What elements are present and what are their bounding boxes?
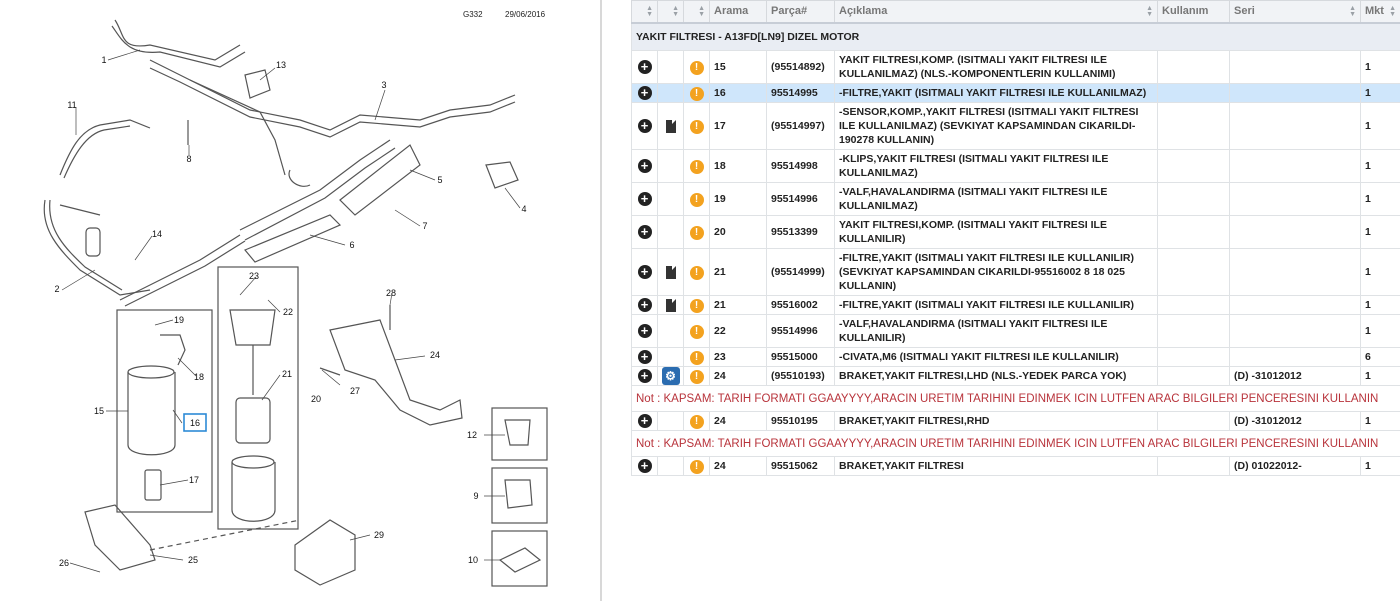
cell-no: 15 — [710, 51, 767, 84]
expand-plus-icon[interactable]: + — [638, 119, 652, 133]
cell-use — [1158, 348, 1230, 367]
expand-plus-icon[interactable]: + — [638, 414, 652, 428]
expand-cell[interactable] — [632, 457, 658, 476]
cell-desc: -FILTRE,YAKIT (ISITMALI YAKIT FILTRESI ILE KULLANILMAZ) — [835, 84, 1158, 103]
cell-qty: 1 — [1361, 412, 1400, 431]
col-header-doc[interactable]: ▲ ▼ — [658, 1, 684, 23]
cell-desc: YAKIT FILTRESI,KOMP. (ISITMALI YAKIT FILTRESI ILE KULLANILMAZ) (NLS.-KOMPONENTLERIN KULLANIMI) — [835, 51, 1158, 84]
expand-plus-icon[interactable]: + — [638, 459, 652, 473]
callout-13[interactable]: 13 — [275, 60, 287, 70]
cell-no: 16 — [710, 84, 767, 103]
cell-no: 24 — [710, 367, 767, 386]
col-header-seri[interactable]: Seri ▲ ▼ — [1230, 1, 1361, 23]
cell-desc: -FILTRE,YAKIT (ISITMALI YAKIT FILTRESI ILE KULLANILIR) — [835, 296, 1158, 315]
cell-seri: (D) -31012012 — [1230, 367, 1361, 386]
expand-cell[interactable] — [632, 412, 658, 431]
cell-no: 24 — [710, 457, 767, 476]
callout-28[interactable]: 28 — [385, 288, 397, 298]
cell-seri — [1230, 51, 1361, 84]
doc-cell[interactable] — [658, 150, 684, 183]
callout-9[interactable]: 9 — [473, 491, 479, 501]
cell-qty: 1 — [1361, 315, 1400, 348]
doc-cell[interactable] — [658, 216, 684, 249]
col-header-parca[interactable] — [767, 1, 835, 23]
table-row[interactable] — [632, 216, 1400, 249]
cell-part: 95514995 — [767, 84, 835, 103]
cell-desc: -VALF,HAVALANDIRMA (ISITMALI YAKIT FILTRESI ILE KULLANILIR) — [835, 315, 1158, 348]
cell-qty: 1 — [1361, 296, 1400, 315]
cell-no: 23 — [710, 348, 767, 367]
parts-table — [631, 0, 1400, 476]
doc-cell[interactable] — [658, 103, 684, 150]
info-warning-icon[interactable]: ! — [690, 460, 704, 474]
cell-use — [1158, 457, 1230, 476]
doc-cell[interactable] — [658, 84, 684, 103]
doc-cell[interactable] — [658, 315, 684, 348]
info-warning-icon[interactable]: ! — [690, 87, 704, 101]
note-row — [632, 386, 1400, 412]
document-icon[interactable] — [666, 120, 676, 133]
table-row[interactable] — [632, 51, 1400, 84]
doc-cell[interactable] — [658, 296, 684, 315]
callout-5[interactable]: 5 — [437, 175, 443, 185]
expand-plus-icon[interactable]: + — [638, 159, 652, 173]
cell-part: (95514892) — [767, 51, 835, 84]
callout-11[interactable]: 11 — [67, 100, 77, 110]
expand-plus-icon[interactable]: + — [638, 60, 652, 74]
config-icon[interactable]: ⚙ — [662, 367, 680, 385]
cell-use — [1158, 51, 1230, 84]
note-text: Not : KAPSAM: TARIH FORMATI GGAAYYYY,ARACIN URETIM TARIHINI EDINMEK ICIN LUTFEN ARAC BILGILERI PENCERESINI KULLANIN — [632, 386, 1400, 412]
expand-cell[interactable] — [632, 84, 658, 103]
info-warning-icon[interactable]: ! — [690, 61, 704, 75]
cell-part: 95515062 — [767, 457, 835, 476]
doc-cell[interactable] — [658, 51, 684, 84]
info-cell[interactable] — [684, 249, 710, 296]
cell-seri — [1230, 249, 1361, 296]
diagram-code: G332 — [463, 10, 483, 19]
callout-16[interactable]: 16 — [189, 418, 201, 428]
cell-use — [1158, 412, 1230, 431]
cell-qty: 1 — [1361, 183, 1400, 216]
cell-seri — [1230, 103, 1361, 150]
cell-no: 19 — [710, 183, 767, 216]
expand-cell[interactable] — [632, 183, 658, 216]
expand-cell[interactable] — [632, 216, 658, 249]
note-row — [632, 431, 1400, 457]
cell-use — [1158, 249, 1230, 296]
cell-desc: -FILTRE,YAKIT (ISITMALI YAKIT FILTRESI ILE KULLANILIR) (SEVKIYAT KAPSAMINDAN CIKARILDI-95516002 8 18 025 KULLANIN) — [835, 249, 1158, 296]
col-header-kullanim-label: Kullanım — [1162, 5, 1209, 18]
cell-use — [1158, 150, 1230, 183]
table-row[interactable] — [632, 84, 1400, 103]
cell-seri: (D) -31012012 — [1230, 412, 1361, 431]
diagram-date: 29/06/2016 — [505, 10, 546, 19]
cell-part: 95514996 — [767, 315, 835, 348]
info-warning-icon[interactable]: ! — [690, 351, 704, 365]
cell-qty: 1 — [1361, 51, 1400, 84]
cell-seri: (D) 01022012- — [1230, 457, 1361, 476]
cell-qty: 1 — [1361, 457, 1400, 476]
expand-cell[interactable] — [632, 296, 658, 315]
note-text: Not : KAPSAM: TARIH FORMATI GGAAYYYY,ARACIN URETIM TARIHINI EDINMEK ICIN LUTFEN ARAC BILGILERI PENCERESINI KULLANIN — [632, 431, 1400, 457]
cell-qty: 1 — [1361, 249, 1400, 296]
cell-part: 95514998 — [767, 150, 835, 183]
cell-no: 20 — [710, 216, 767, 249]
document-icon[interactable] — [666, 299, 676, 312]
callout-15[interactable]: 15 — [93, 406, 105, 416]
col-header-expand[interactable]: ▲ ▼ — [632, 1, 658, 23]
callout-3[interactable]: 3 — [381, 80, 387, 90]
table-row[interactable] — [632, 367, 1400, 386]
callout-22[interactable]: 22 — [282, 307, 294, 317]
expand-plus-icon[interactable]: + — [638, 265, 652, 279]
callout-8[interactable]: 8 — [186, 154, 192, 164]
expand-plus-icon[interactable]: + — [638, 86, 652, 100]
cell-desc: -SENSOR,KOMP.,YAKIT FILTRESI (ISITMALI YAKIT FILTRESI ILE KULLANILMAZ) (SEVKIYAT KAPSAMINDAN CIKARILDI-190278 KULLANIN) — [835, 103, 1158, 150]
callout-10[interactable]: 10 — [467, 555, 479, 565]
cell-seri — [1230, 348, 1361, 367]
cell-desc: -VALF,HAVALANDIRMA (ISITMALI YAKIT FILTRESI ILE KULLANILMAZ) — [835, 183, 1158, 216]
callout-23[interactable]: 23 — [248, 271, 260, 281]
cell-part: 95516002 — [767, 296, 835, 315]
info-warning-icon[interactable]: ! — [690, 120, 704, 134]
cell-seri — [1230, 296, 1361, 315]
callout-27[interactable]: 27 — [349, 386, 361, 396]
expand-cell[interactable] — [632, 150, 658, 183]
info-cell[interactable] — [684, 103, 710, 150]
cell-qty: 1 — [1361, 84, 1400, 103]
doc-cell[interactable] — [658, 348, 684, 367]
info-cell[interactable] — [684, 296, 710, 315]
info-cell[interactable] — [684, 412, 710, 431]
cell-use — [1158, 103, 1230, 150]
info-cell[interactable] — [684, 367, 710, 386]
callout-17[interactable]: 17 — [188, 475, 200, 485]
cell-qty: 6 — [1361, 348, 1400, 367]
table-row[interactable] — [632, 183, 1400, 216]
cell-part: (95514997) — [767, 103, 835, 150]
info-cell[interactable] — [684, 84, 710, 103]
info-cell[interactable] — [684, 216, 710, 249]
expand-plus-icon[interactable]: + — [638, 192, 652, 206]
table-row[interactable] — [632, 150, 1400, 183]
callout-1[interactable]: 1 — [101, 55, 107, 65]
col-header-parca-label: Parça# — [771, 5, 808, 18]
col-header-arama[interactable] — [710, 1, 767, 23]
info-cell[interactable] — [684, 51, 710, 84]
cell-part: (95510193) — [767, 367, 835, 386]
cell-no: 21 — [710, 249, 767, 296]
cell-qty: 1 — [1361, 150, 1400, 183]
pane-divider[interactable] — [600, 0, 602, 601]
cell-use — [1158, 84, 1230, 103]
cell-qty: 1 — [1361, 367, 1400, 386]
callout-12[interactable]: 12 — [466, 430, 478, 440]
expand-cell[interactable] — [632, 103, 658, 150]
cell-qty: 1 — [1361, 216, 1400, 249]
cell-no: 18 — [710, 150, 767, 183]
cell-part: 95515000 — [767, 348, 835, 367]
expand-cell[interactable] — [632, 367, 658, 386]
cell-seri — [1230, 315, 1361, 348]
expand-plus-icon[interactable]: + — [638, 225, 652, 239]
table-row[interactable] — [632, 249, 1400, 296]
info-warning-icon[interactable]: ! — [690, 299, 704, 313]
cell-part: (95514999) — [767, 249, 835, 296]
table-row[interactable] — [632, 348, 1400, 367]
cell-desc: BRAKET,YAKIT FILTRESI,LHD (NLS.-YEDEK PARCA YOK) — [835, 367, 1158, 386]
info-cell[interactable] — [684, 150, 710, 183]
table-row[interactable] — [632, 296, 1400, 315]
callout-25[interactable]: 25 — [187, 555, 199, 565]
cell-no: 24 — [710, 412, 767, 431]
callout-4[interactable]: 4 — [521, 204, 527, 214]
table-row[interactable] — [632, 103, 1400, 150]
info-warning-icon[interactable]: ! — [690, 325, 704, 339]
cell-seri — [1230, 150, 1361, 183]
cell-no: 21 — [710, 296, 767, 315]
doc-cell[interactable] — [658, 412, 684, 431]
cell-qty: 1 — [1361, 103, 1400, 150]
doc-cell[interactable] — [658, 457, 684, 476]
parts-table-panel — [631, 0, 1400, 601]
info-warning-icon[interactable]: ! — [690, 193, 704, 207]
callout-18[interactable]: 18 — [193, 372, 205, 382]
info-cell[interactable] — [684, 457, 710, 476]
doc-cell[interactable] — [658, 367, 684, 386]
table-row[interactable] — [632, 412, 1400, 431]
document-icon[interactable] — [666, 266, 676, 279]
callout-29[interactable]: 29 — [373, 530, 385, 540]
col-header-seri-label: Seri — [1234, 5, 1255, 18]
cell-no: 22 — [710, 315, 767, 348]
expand-cell[interactable] — [632, 249, 658, 296]
callout-19[interactable]: 19 — [173, 315, 185, 325]
cell-use — [1158, 183, 1230, 216]
info-cell[interactable] — [684, 183, 710, 216]
doc-cell[interactable] — [658, 183, 684, 216]
table-header-row — [632, 1, 1400, 23]
info-warning-icon[interactable]: ! — [690, 415, 704, 429]
col-header-aciklama[interactable]: Açıklama ▲ ▼ — [835, 1, 1158, 23]
col-header-info[interactable]: ▲ ▼ — [684, 1, 710, 23]
doc-cell[interactable] — [658, 249, 684, 296]
col-header-arama-label: Arama — [714, 5, 749, 18]
cell-use — [1158, 296, 1230, 315]
table-row[interactable] — [632, 457, 1400, 476]
expand-plus-icon[interactable]: + — [638, 369, 652, 383]
cell-desc: -CIVATA,M6 (ISITMALI YAKIT FILTRESI ILE KULLANILIR) — [835, 348, 1158, 367]
callout-6[interactable]: 6 — [349, 240, 355, 250]
cell-seri — [1230, 183, 1361, 216]
cell-use — [1158, 216, 1230, 249]
info-warning-icon[interactable]: ! — [690, 266, 704, 280]
cell-desc: BRAKET,YAKIT FILTRESI — [835, 457, 1158, 476]
callout-26[interactable]: 26 — [58, 558, 70, 568]
info-warning-icon[interactable]: ! — [690, 160, 704, 174]
expand-plus-icon[interactable]: + — [638, 298, 652, 312]
info-warning-icon[interactable]: ! — [690, 370, 704, 384]
col-header-kullanim[interactable] — [1158, 1, 1230, 23]
col-header-mkt-label: Mkt — [1365, 5, 1384, 18]
cell-desc: BRAKET,YAKIT FILTRESI,RHD — [835, 412, 1158, 431]
callout-7[interactable]: 7 — [422, 221, 428, 231]
cell-desc: YAKIT FILTRESI,KOMP. (ISITMALI YAKIT FILTRESI ILE KULLANILIR) — [835, 216, 1158, 249]
info-cell[interactable] — [684, 348, 710, 367]
col-header-aciklama-label: Açıklama — [839, 5, 888, 18]
callout-24[interactable]: 24 — [429, 350, 441, 360]
exploded-parts-diagram — [0, 0, 600, 601]
cell-no: 17 — [710, 103, 767, 150]
expand-cell[interactable] — [632, 348, 658, 367]
cell-part: 95510195 — [767, 412, 835, 431]
cell-use — [1158, 315, 1230, 348]
expand-plus-icon[interactable]: + — [638, 324, 652, 338]
info-warning-icon[interactable]: ! — [690, 226, 704, 240]
info-cell[interactable] — [684, 315, 710, 348]
diagram-drawing — [0, 0, 600, 601]
cell-use — [1158, 367, 1230, 386]
cell-seri — [1230, 216, 1361, 249]
expand-cell[interactable] — [632, 315, 658, 348]
cell-seri — [1230, 84, 1361, 103]
callout-20[interactable]: 20 — [310, 394, 322, 404]
group-header-row — [632, 23, 1400, 51]
table-row[interactable] — [632, 315, 1400, 348]
col-header-mkt[interactable]: Mkt ▲ ▼ — [1361, 1, 1400, 23]
cell-desc: -KLIPS,YAKIT FILTRESI (ISITMALI YAKIT FILTRESI ILE KULLANILMAZ) — [835, 150, 1158, 183]
cell-part: 95513399 — [767, 216, 835, 249]
cell-part: 95514996 — [767, 183, 835, 216]
callout-14[interactable]: 14 — [151, 229, 163, 239]
expand-cell[interactable] — [632, 51, 658, 84]
callout-2[interactable]: 2 — [54, 284, 60, 294]
group-title: YAKIT FILTRESI - A13FD[LN9] DIZEL MOTOR — [632, 23, 1400, 51]
callout-21[interactable]: 21 — [281, 369, 293, 379]
expand-plus-icon[interactable]: + — [638, 350, 652, 364]
